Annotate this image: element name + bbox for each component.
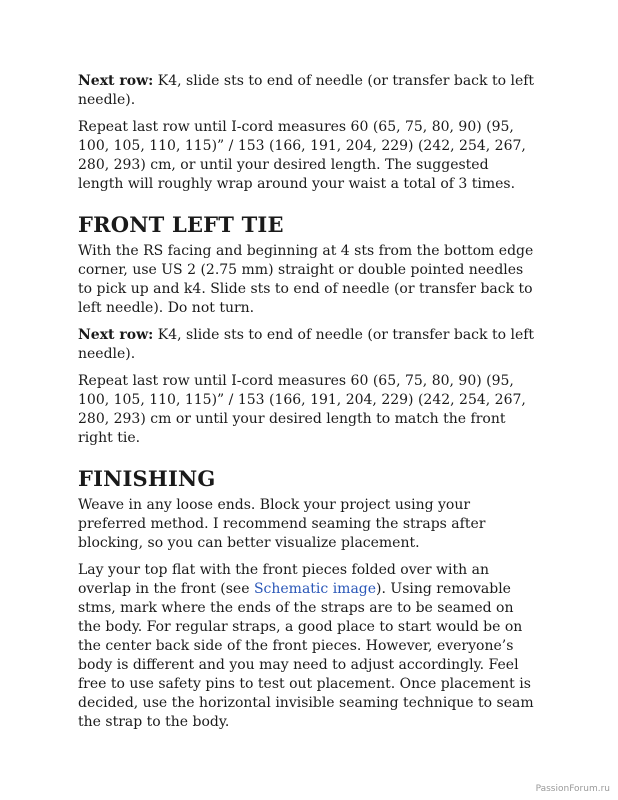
next-row-label-2: Next row: — [78, 327, 154, 343]
repeat-paragraph-1: Repeat last row until I-cord measures 60 (65, 75, 80, 90) (95, 100, 105, 110, 115)” / 153 (166, 191, 204, 229) (242, 254, 267, 280, 293) cm, or until your desired length. The suggested length will roughly wrap around your waist a total of 3 times. — [78, 119, 526, 192]
document-page — [78, 72, 538, 740]
repeat-paragraph-2: Repeat last row until I-cord measures 60 (65, 75, 80, 90) (95, 100, 105, 110, 115)” / 153 (166, 191, 204, 229) (242, 254, 267, 280, 293) cm or until your desired length to match the front right tie. — [78, 373, 526, 446]
front-left-tie-heading: FRONT LEFT TIE — [78, 212, 284, 237]
finishing-paragraph-1: Weave in any loose ends. Block your project using your preferred method. I recommend seaming the straps after blocking, so you can better visualize placement. — [78, 497, 486, 551]
next-row-text: K4, slide sts to end of needle (or transfer back to left needle). — [78, 73, 535, 108]
finishing-heading: FINISHING — [78, 466, 216, 491]
next-row-paragraph-2 — [78, 326, 538, 364]
next-row-text-2: K4, slide sts to end of needle (or transfer back to left needle). — [78, 327, 535, 362]
finishing-p2-after: ). Using removable stms, mark where the ends of the straps are to be seamed on the body. For regular straps, a good place to start would be on the center back side of the front pieces. However, everyone’s body is different and you may need to adjust accordingly. Feel free to use safety pins to test out placement. Once placement is decided, use the horizontal invisible seaming technique to seam the strap to the body. — [78, 581, 534, 730]
next-row-paragraph-1 — [78, 72, 538, 110]
finishing-p2-before: Lay your top flat with the front pieces folded over with an overlap in the front (see — [78, 562, 489, 597]
schematic-image-link[interactable]: Schematic image — [253, 581, 377, 597]
next-row-label: Next row: — [78, 73, 154, 89]
front-left-tie-paragraph-1: With the RS facing and beginning at 4 sts from the bottom edge corner, use US 2 (2.75 mm) straight or double pointed needles to pick up and k4. Slide sts to end of needle (or transfer back to left needle). Do not turn. — [78, 243, 534, 316]
finishing-paragraph-2 — [78, 561, 538, 732]
watermark: PassionForum.ru — [535, 784, 610, 794]
